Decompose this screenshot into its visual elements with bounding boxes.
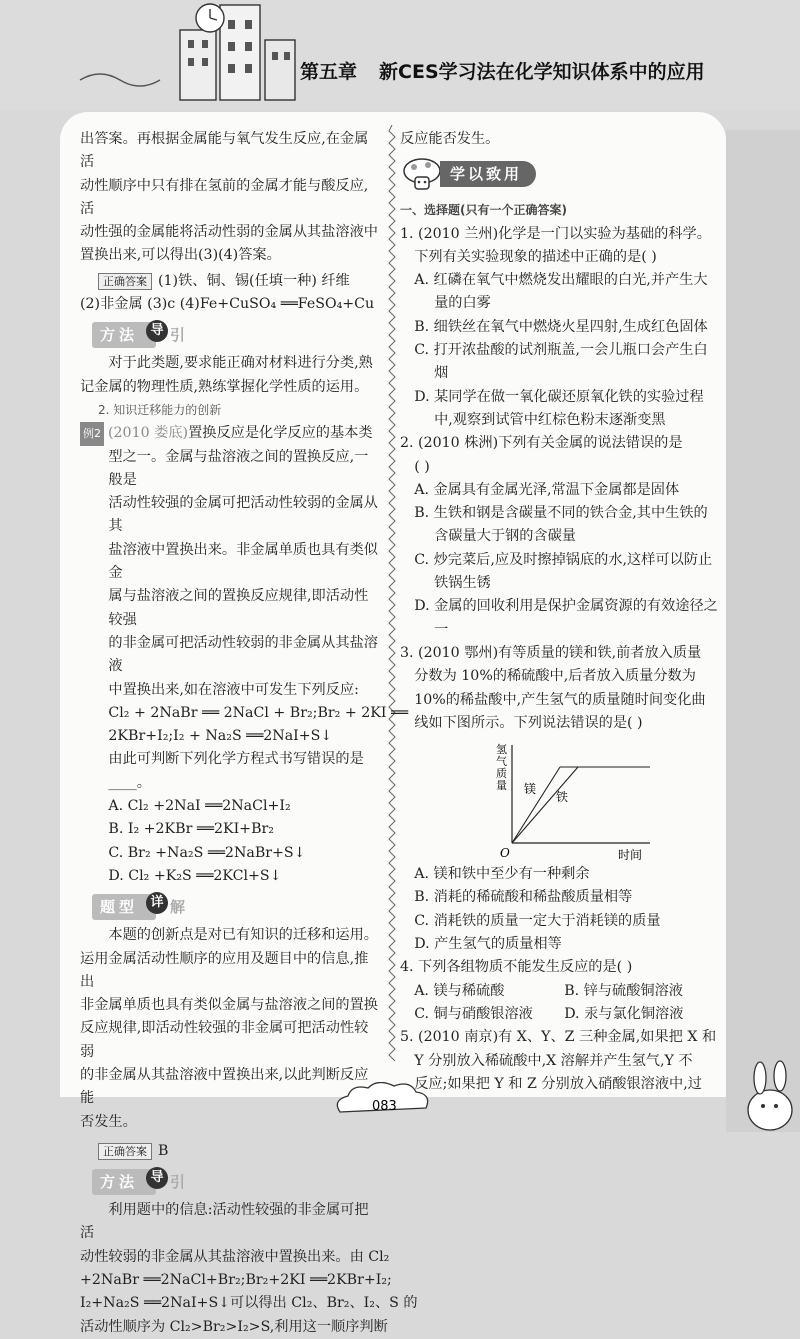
section-heading: 一、选择题(只有一个正确答案) xyxy=(400,203,567,218)
method1-line: 对于此类题,要求能正确对材料进行分类,熟 xyxy=(108,355,373,372)
example-line: 活动性较强的金属可把活动性较弱的金属从其 xyxy=(108,495,378,535)
example-source: (2010 娄底) xyxy=(108,425,189,442)
answer2-tag: 正确答案 xyxy=(98,1143,152,1160)
method1-line: 记金属的物理性质,熟练掌握化学性质的运用。 xyxy=(80,378,369,395)
mg-label: 镁 xyxy=(524,782,537,797)
q2-option: C. 炒完菜后,应及时擦掉锅底的水,这样可以防止铁锅生锈 xyxy=(414,551,713,592)
practice-banner-label: 学以致用 xyxy=(440,161,536,187)
method2-line: 活动性顺序为 Cl₂>Br₂>I₂>S,利用这一顺序判断 xyxy=(80,1318,388,1335)
fe-label: 铁 xyxy=(556,790,569,805)
example-line: 盐溶液中置换出来。非金属单质也具有类似金 xyxy=(108,541,378,582)
mg-curve xyxy=(512,767,560,843)
q4-stem: 4. 下列各组物质不能发生反应的是( ) xyxy=(400,959,633,976)
q3-option: A. 镁和铁中至少有一种剩余 xyxy=(414,866,590,883)
page-number-cloud xyxy=(330,1082,440,1122)
chapter-heading xyxy=(300,58,705,86)
method2-line: 动性较弱的非金属从其盐溶液中置换出来。由 Cl₂ xyxy=(80,1248,390,1265)
method2-line: I₂+Na₂S ══2NaI+S↓可以得出 Cl₂、Br₂、I₂、S 的 xyxy=(80,1295,418,1312)
answer1-row xyxy=(80,270,380,293)
q2-option: B. 生铁和钢是含碳量不同的铁合金,其中生铁的含碳量大于钢的含碳量 xyxy=(414,505,708,545)
example-line: 的非金属可把活动性较弱的非金属从其盐溶液 xyxy=(108,634,378,675)
q3-stem: 线如下图所示。下列说法错误的是( ) xyxy=(414,714,643,731)
detail-badge: 详 xyxy=(146,892,168,914)
method-suffix: 引 xyxy=(170,1173,186,1192)
example-line: 型之一。金属与盐溶液之间的置换反应,一般是 xyxy=(108,448,369,488)
q2-option: A. 金属具有金属光泽,常温下金属都是固体 xyxy=(414,481,680,498)
example-line: 中置换出来,如在溶液中可发生下列反应: xyxy=(108,681,359,698)
right-column xyxy=(400,128,718,1096)
example-option: C. Br₂ +Na₂S ══2NaBr+S↓ xyxy=(108,844,306,861)
q4-option: A. 镁与稀硫酸 xyxy=(414,982,505,999)
subsection-title: 2. 知识迁移能力的创新 xyxy=(98,402,222,417)
example-option: B. I₂ +2KBr ══2KI+Br₂ xyxy=(108,821,274,838)
detail-suffix: 解 xyxy=(170,898,186,917)
q3-stem: 10%的稀盐酸中,产生氢气的质量随时间变化曲 xyxy=(414,691,706,708)
detail-banner xyxy=(92,894,185,920)
q1-option: D. 某同学在做一氧化碳还原氧化铁的实验过程中,观察到试管中红棕色粉末逐渐变黑 xyxy=(414,388,704,428)
column-divider xyxy=(388,125,396,1065)
method-banner-1 xyxy=(92,322,185,348)
q3-stem: 分数为 10%的稀硫酸中,后者放入质量分数为 xyxy=(414,668,696,685)
q3-option: B. 消耗的稀硫酸和稀盐酸质量相等 xyxy=(414,889,633,906)
example-option: D. Cl₂ +K₂S ══2KCl+S↓ xyxy=(108,867,282,884)
example-badge: 例2 xyxy=(80,422,104,445)
q4-option: D. 汞与氯化铜溶液 xyxy=(564,1005,684,1022)
page-number: 083 xyxy=(372,1099,397,1114)
example-equation: Cl₂ + 2NaBr ══ 2NaCl + Br₂;Br₂ + 2KI ══ xyxy=(108,704,409,721)
origin-label: O xyxy=(500,846,510,861)
method2-line: +2NaBr ══2NaCl+Br₂;Br₂+2KI ══2KBr+I₂; xyxy=(80,1272,392,1289)
method2-line: 利用题中的信息:活动性较强的非金属可把活 xyxy=(80,1202,369,1242)
method-label: 方法 xyxy=(100,1173,139,1192)
q1-stem: 下列有关实验现象的描述中正确的是( ) xyxy=(414,248,657,265)
intro-line: 动性强的金属能将活动性弱的金属从其盐溶液中 xyxy=(80,224,378,241)
detail-line: 反应规律,即活动性较强的非金属可把活动性较弱 xyxy=(80,1020,369,1060)
q4-option: B. 锌与硫酸铜溶液 xyxy=(564,982,683,999)
continued-line: 反应能否发生。 xyxy=(400,131,500,147)
chapter-number: 第五章 xyxy=(300,61,358,83)
q4-options-row2 xyxy=(400,1003,718,1026)
detail-line: 运用金属活动性顺序的应用及题目中的信息,推出 xyxy=(80,950,369,990)
detail-line: 否发生。 xyxy=(80,1113,137,1130)
answer2-value: B xyxy=(158,1142,169,1159)
method-label: 方法 xyxy=(100,326,139,345)
answer1-line1: (1)铁、铜、锡(任填一种) 纤维 xyxy=(158,272,350,289)
right-margin-bar xyxy=(726,130,800,1132)
q5-line: Y 分别放入稀硫酸中,X 溶解并产生氢气,Y 不 xyxy=(414,1052,693,1069)
intro-line: 动性顺序中只有排在氢前的金属才能与酸反应,活 xyxy=(80,177,369,217)
q1-option: A. 红磷在氧气中燃烧发出耀眼的白光,并产生大量的白雾 xyxy=(414,272,708,312)
detail-line: 本题的创新点是对已有知识的迁移和运用。 xyxy=(108,927,378,944)
method-banner-2 xyxy=(92,1169,185,1195)
example-line: 属与盐溶液之间的置换反应规律,即活动性较强 xyxy=(108,588,369,628)
example-line: 置换反应是化学反应的基本类 xyxy=(188,425,373,442)
city-illustration xyxy=(60,0,320,110)
q4-option: C. 铜与硝酸银溶液 xyxy=(414,1005,533,1022)
method-suffix: 引 xyxy=(170,326,186,345)
intro-line: 置换出来,可以得出(3)(4)答案。 xyxy=(80,247,281,264)
fe-curve xyxy=(512,767,578,843)
q2-stem: 2. (2010 株洲)下列有关金属的说法错误的是 xyxy=(400,435,683,452)
answer1-tag: 正确答案 xyxy=(98,273,152,290)
method-badge: 导 xyxy=(146,1167,168,1189)
example-first-line xyxy=(80,422,380,445)
answer1-line2: (2)非金属 (3)c (4)Fe+CuSO₄ ══FeSO₄+Cu xyxy=(80,296,375,313)
practice-banner xyxy=(402,157,718,191)
q1-option: C. 打开浓盐酸的试剂瓶盖,一会儿瓶口会产生白烟 xyxy=(414,342,708,382)
y-axis-label: 氢气质量 xyxy=(496,743,507,793)
answer2-row xyxy=(80,1140,380,1163)
detail-line: 非金属单质也具有类似金属与盐溶液之间的置换 xyxy=(80,997,378,1014)
detail-label: 题型 xyxy=(100,898,139,917)
hydrogen-mass-graph xyxy=(490,739,660,861)
intro-line: 出答案。再根据金属能与氧气发生反应,在金属活 xyxy=(80,131,369,171)
x-axis-label: 时间 xyxy=(618,848,643,862)
example-question: 由此可判断下列化学方程式书写错误的是____。 xyxy=(108,751,364,791)
q5-line: 5. (2010 南京)有 X、Y、Z 三种金属,如果把 X 和 xyxy=(400,1029,717,1046)
q3-option: D. 产生氢气的质量相等 xyxy=(414,936,562,953)
q1-stem: 1. (2010 兰州)化学是一门以实验为基础的科学。 xyxy=(400,225,711,242)
q5-line: 反应;如果把 Y 和 Z 分别放入硝酸银溶液中,过 xyxy=(414,1075,702,1092)
rabbit-illustration xyxy=(740,1060,800,1132)
q1-option: B. 细铁丝在氧气中燃烧火星四射,生成红色固体 xyxy=(414,318,708,335)
method-badge: 导 xyxy=(146,320,168,342)
q4-options-row1 xyxy=(400,980,718,1003)
detail-line: 的非金属从其盐溶液中置换出来,以此判断反应能 xyxy=(80,1066,369,1107)
example-equation: 2KBr+I₂;I₂ + Na₂S ══2NaI+S↓ xyxy=(108,728,333,745)
chapter-title: 新CES学习法在化学知识体系中的应用 xyxy=(379,61,705,83)
q3-option: C. 消耗铁的质量一定大于消耗镁的质量 xyxy=(414,912,661,929)
q3-stem: 3. (2010 鄂州)有等质量的镁和铁,前者放入质量 xyxy=(400,644,702,661)
q2-option: D. 金属的回收利用是保护金属资源的有效途径之一 xyxy=(414,598,718,638)
q2-stem: ( ) xyxy=(414,458,430,475)
example-option: A. Cl₂ +2NaI ══2NaCl+I₂ xyxy=(108,798,291,815)
